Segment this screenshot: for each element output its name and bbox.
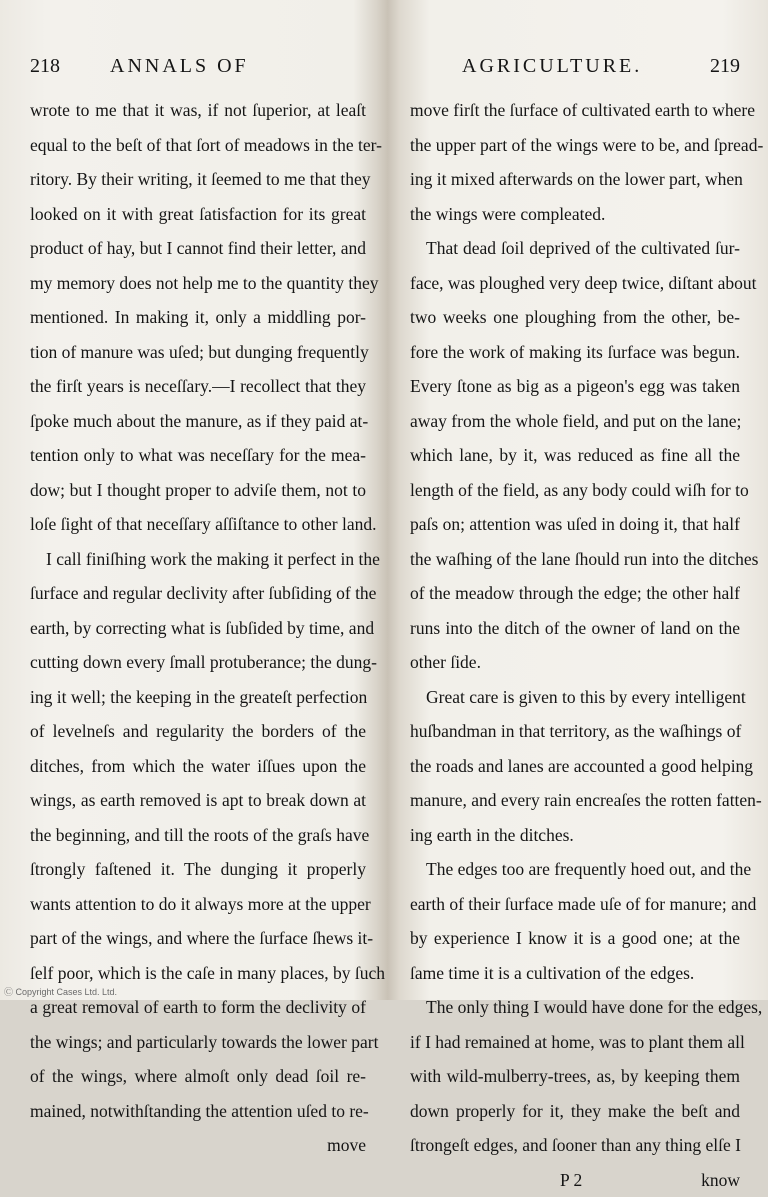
text-line: mained, notwithſtanding the attention uſed to re- [30, 1094, 366, 1129]
text-line: That dead ſoil deprived of the cultivated ſur- [410, 231, 740, 266]
text-line: wings, as earth removed is apt to break down at [30, 783, 366, 818]
text-line: part of the wings, and where the ſurface ſhews it- [30, 921, 366, 956]
text-line: tention only to what was neceſſary for the mea- [30, 438, 366, 473]
text-line: looked on it with great ſatisfaction for its great [30, 197, 366, 232]
text-line: fore the work of making its ſurface was begun. [410, 335, 740, 370]
text-line: face, was ploughed very deep twice, diſtant about [410, 266, 740, 301]
text-line: earth, by correcting what is ſubſided by time, and [30, 611, 366, 646]
text-line: of the meadow through the edge; the other half [410, 576, 740, 611]
text-line: the roads and lanes are accounted a good helping [410, 749, 740, 784]
text-line: ſelf poor, which is the caſe in many places, by ſuch [30, 956, 366, 991]
text-line: by experience I know it is a good one; at the [410, 921, 740, 956]
page-number-left: 218 [30, 55, 60, 78]
text-line: ritory. By their writing, it ſeemed to me that they [30, 162, 366, 197]
text-line: wants attention to do it always more at the upper [30, 887, 366, 922]
left-page-footer [30, 1128, 366, 1163]
text-line: the firſt years is neceſſary.—I recollect that they [30, 369, 366, 404]
text-line: equal to the beſt of that ſort of meadows in the ter- [30, 128, 366, 163]
text-line: dow; but I thought proper to adviſe them, not to [30, 473, 366, 508]
left-page-body [30, 93, 366, 1163]
text-line: ing earth in the ditches. [410, 818, 740, 853]
text-line: paſs on; attention was uſed in doing it, that half [410, 507, 740, 542]
text-line: Every ſtone as big as a pigeon's egg was taken [410, 369, 740, 404]
text-line: move firſt the ſurface of cultivated earth to where [410, 93, 740, 128]
page-number-right: 219 [710, 55, 740, 78]
text-line: manure, and every rain encreaſes the rotten fatten- [410, 783, 740, 818]
text-line: away from the whole field, and put on the lane; [410, 404, 740, 439]
signature-mark: P 2 [560, 1163, 582, 1197]
text-line: earth of their ſurface made uſe of for manure; and [410, 887, 740, 922]
text-line: Great care is given to this by every intelligent [410, 680, 740, 715]
text-line: which lane, by it, was reduced as fine all the [410, 438, 740, 473]
text-line: with wild-mulberry-trees, as, by keeping them [410, 1059, 740, 1094]
running-head-right: AGRICULTURE. [462, 55, 642, 78]
text-line: the wings were compleated. [410, 197, 740, 232]
text-line: ſtrongly faſtened it. The dunging it properly [30, 852, 366, 887]
text-line: ing it well; the keeping in the greateſt perfection [30, 680, 366, 715]
copyright-watermark: Ⓒ Copyright Cases Ltd. Ltd. [4, 985, 117, 998]
text-line: ditches, from which the water iſſues upon the [30, 749, 366, 784]
text-line: ſtrongeſt edges, and ſooner than any thing elſe I [410, 1128, 740, 1163]
text-line: my memory does not help me to the quantity they [30, 266, 366, 301]
text-line: cutting down every ſmall protuberance; the dung- [30, 645, 366, 680]
text-line: length of the field, as any body could wiſh for to [410, 473, 740, 508]
text-line: ſpoke much about the manure, as if they paid at- [30, 404, 366, 439]
text-line: the waſhing of the lane ſhould run into the ditches [410, 542, 740, 577]
text-line: wrote to me that it was, if not ſuperior, at leaſt [30, 93, 366, 128]
text-line: of the wings, where almoſt only dead ſoil re- [30, 1059, 366, 1094]
running-head-left: ANNALS OF [110, 55, 249, 78]
catchword-right: know [701, 1163, 740, 1197]
right-page [410, 55, 740, 975]
left-page [30, 55, 366, 975]
text-line: two weeks one ploughing from the other, be- [410, 300, 740, 335]
text-line: mentioned. In making it, only a middling por- [30, 300, 366, 335]
text-line: runs into the ditch of the owner of land on the [410, 611, 740, 646]
text-line: loſe ſight of that neceſſary aſſiſtance to other land. [30, 507, 366, 542]
text-line: a great removal of earth to form the declivity of [30, 990, 366, 1025]
catchword-left: move [327, 1128, 366, 1163]
text-line: the upper part of the wings were to be, and ſpread- [410, 128, 740, 163]
text-line: huſbandman in that territory, as the waſhings of [410, 714, 740, 749]
text-line: other ſide. [410, 645, 740, 680]
text-line: ing it mixed afterwards on the lower part, when [410, 162, 740, 197]
text-line: of levelneſs and regularity the borders of the [30, 714, 366, 749]
right-page-header [410, 55, 740, 93]
left-page-header [30, 55, 366, 93]
text-line: ſame time it is a cultivation of the edges. [410, 956, 740, 991]
text-line: the beginning, and till the roots of the graſs have [30, 818, 366, 853]
right-page-footer [410, 1163, 740, 1197]
text-line: I call finiſhing work the making it perfect in the [30, 542, 366, 577]
text-line: the wings; and particularly towards the lower part [30, 1025, 366, 1060]
text-line: ſurface and regular declivity after ſubſiding of the [30, 576, 366, 611]
text-line: The edges too are frequently hoed out, and the [410, 852, 740, 887]
right-page-body [410, 93, 740, 1197]
text-line: The only thing I would have done for the edges, [410, 990, 740, 1025]
text-line: tion of manure was uſed; but dunging frequently [30, 335, 366, 370]
text-line: down properly for it, they make the beſt and [410, 1094, 740, 1129]
text-line: if I had remained at home, was to plant them all [410, 1025, 740, 1060]
text-line: product of hay, but I cannot find their letter, and [30, 231, 366, 266]
